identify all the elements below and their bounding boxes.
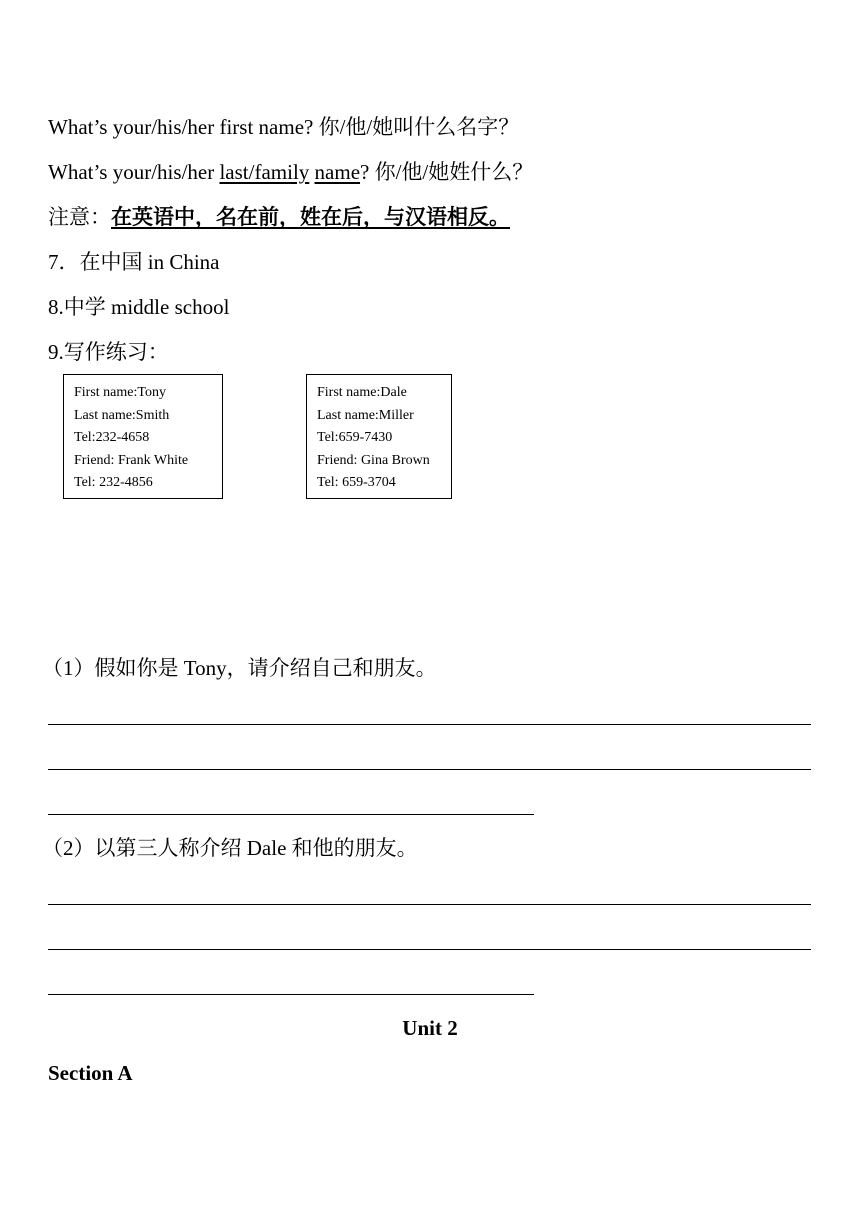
section-title: Section A — [48, 1061, 133, 1085]
card-first-name: First name:Dale — [317, 385, 407, 400]
answer-line — [48, 904, 811, 905]
first-name-question: What’s your/his/her first name? 你/他/她叫什么名字？ — [48, 115, 520, 139]
last-family-underlined: last/family — [219, 160, 310, 184]
card-friend-tel: Tel: 232-4856 — [74, 475, 153, 490]
item-9: 9.写作练习： — [48, 340, 169, 364]
answer-line — [48, 814, 534, 815]
answer-line — [48, 949, 811, 950]
unit-title: Unit 2 — [402, 1016, 458, 1040]
card-first-name: First name:Tony — [74, 385, 166, 400]
card-friend-tel: Tel: 659-3704 — [317, 475, 396, 490]
card-dale — [306, 374, 452, 499]
card-tony — [63, 374, 223, 499]
name-underlined: name — [314, 160, 361, 184]
card-friend: Friend: Frank White — [74, 452, 189, 468]
item-7: 7．在中国 in China — [48, 250, 220, 274]
task-1-prompt: （1）假如你是 Tony，请介绍自己和朋友。 — [42, 656, 437, 680]
card-friend: Friend: Gina Brown — [317, 452, 430, 468]
card-tel: Tel:232-4658 — [74, 430, 150, 445]
item-8: 8.中学 middle school — [48, 295, 230, 319]
note-text: 在英语中，名在前，姓在后，与汉语相反。 — [111, 205, 510, 229]
last-name-question: What’s your/his/her last/family name? 你/他/她姓什么？ — [48, 160, 534, 184]
note-label: 注意： — [48, 205, 111, 229]
task-2-prompt: （2）以第三人称介绍 Dale 和他的朋友。 — [42, 836, 418, 860]
card-tel: Tel:659-7430 — [317, 430, 393, 445]
answer-line — [48, 724, 811, 725]
note-line — [48, 203, 510, 231]
card-last-name: Last name:Miller — [317, 407, 414, 423]
card-last-name: Last name:Smith — [74, 407, 170, 423]
answer-line — [48, 994, 534, 995]
answer-line — [48, 769, 811, 770]
